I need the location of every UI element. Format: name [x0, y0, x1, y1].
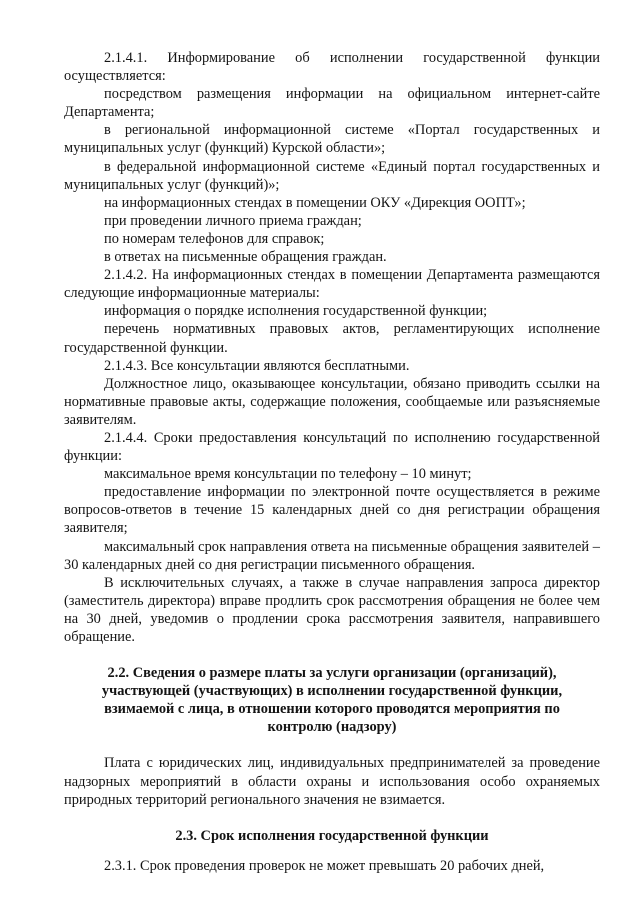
spacer — [64, 646, 600, 664]
paragraph-info-stands: на информационных стендах в помещении ОКУ «Дирекция ООПТ»; — [104, 194, 526, 211]
section-2-3-heading: 2.3. Срок исполнения государственной функции — [175, 827, 489, 844]
paragraph-written-deadline: максимальный срок направления ответа на письменные обращения заявителей – 30 календарных дней со дня регистрации письменного обращения. — [64, 538, 600, 573]
paragraph-federal-portal: в федеральной информационной системе «Единый портал государственных и муниципальных услуг (функций)»; — [64, 158, 600, 193]
section-2-2-body: Плата с юридических лиц, индивидуальных предпринимателей за проведение надзорных мероприятий в области охраны и использования особо охраняемых природных территорий регионального значения не взимается. — [64, 755, 600, 808]
document-text — [64, 49, 600, 875]
paragraph-2-1-4-1: 2.1.4.1. Информирование об исполнении государственной функции осуществляется: — [64, 50, 600, 85]
paragraph-2-1-4-2: 2.1.4.2. На информационных стендах в помещении Департамента размещаются следующие информационные материалы: — [64, 267, 600, 302]
section-2-3-body: 2.3.1. Срок проведения проверок не может превышать 20 рабочих дней, — [104, 857, 545, 874]
paragraph-2-1-4-3: 2.1.4.3. Все консультации являются бесплатными. — [104, 357, 410, 374]
paragraph-legal-acts-list: перечень нормативных правовых актов, регламентирующих исполнение государственной функции. — [64, 321, 600, 356]
paragraph-phone-time: максимальное время консультации по телефону – 10 минут; — [104, 466, 472, 483]
spacer — [64, 809, 600, 827]
paragraph-phones: по номерам телефонов для справок; — [104, 230, 325, 247]
spacer — [64, 736, 600, 754]
paragraph-exceptional-cases: В исключительных случаях, а также в случае направления запроса директор (заместитель директора) вправе продлить срок рассмотрения обращения не более чем на 30 дней, уведомив о продлении срока рассмотрения заявителя, направившего обращение. — [64, 574, 600, 645]
paragraph-website: посредством размещения информации на официальном интернет-сайте Департамента; — [64, 86, 600, 121]
paragraph-email-info: предоставление информации по электронной почте осуществляется в режиме вопросов-ответов в течение 15 календарных дней со дня регистрации обращения заявителя; — [64, 484, 600, 537]
spacer — [64, 845, 600, 857]
paragraph-official-duty: Должностное лицо, оказывающее консультации, обязано приводить ссылки на нормативные правовые акты, содержащие положения, сообщаемые или разъясняемые заявителям. — [64, 375, 600, 428]
section-2-2-heading: 2.2. Сведения о размере платы за услуги организации (организаций), участвующей (участвующих) в исполнении государственной функции, взимаемой с лица, в отношении которого проводятся мероприятия по контролю (надзору) — [101, 665, 563, 736]
paragraph-procedure-info: информация о порядке исполнения государственной функции; — [104, 303, 488, 320]
paragraph-personal-reception: при проведении личного приема граждан; — [104, 212, 362, 229]
paragraph-regional-portal: в региональной информационной системе «Портал государственных и муниципальных услуг (функций) Курской области»; — [64, 122, 600, 157]
paragraph-2-1-4-4: 2.1.4.4. Сроки предоставления консультаций по исполнению государственной функции: — [64, 429, 600, 465]
paragraph-written-answers: в ответах на письменные обращения граждан. — [104, 249, 387, 266]
